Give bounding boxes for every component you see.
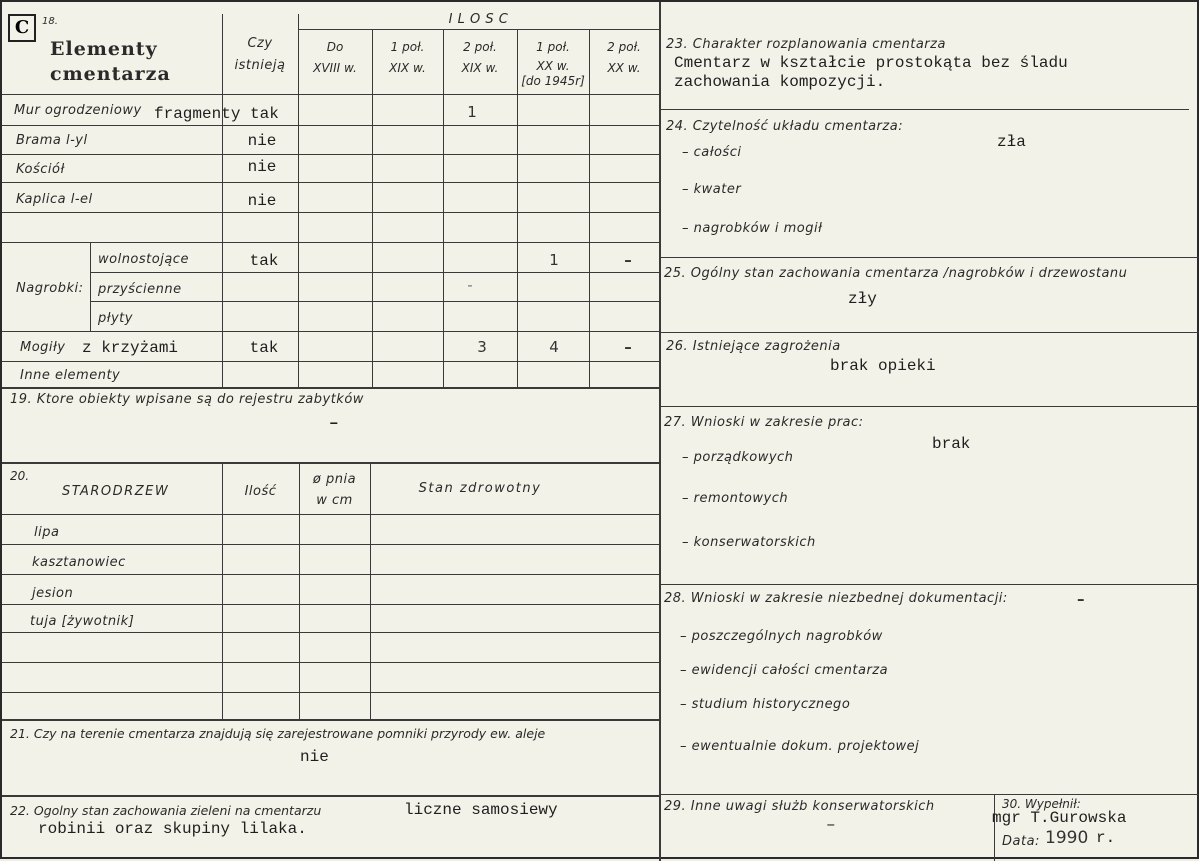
s24-bottom-line: [661, 257, 1199, 258]
tree-row-line: [2, 604, 659, 605]
period-5-line1: 2 poł.: [607, 40, 641, 54]
s20-col-pnia-line2: w cm: [316, 493, 353, 508]
s20-col-ilosc: Ilość: [244, 484, 277, 499]
mogily-typed: z krzyżami: [82, 339, 179, 357]
tree-row-line: [2, 692, 659, 693]
nagrobki-col-line: [90, 242, 91, 331]
s25-label: 25. Ogólny stan zachowania cmentarza /nagrobków i drzewostanu: [664, 266, 1128, 281]
elements-title-line1: Elementy: [50, 38, 158, 60]
mogily-label: Mogiły: [20, 340, 66, 355]
period-2-line1: 1 poł.: [390, 40, 425, 54]
center-divider: [659, 2, 661, 861]
tree-col-line: [222, 462, 223, 719]
s30-label: 30. Wypełnił:: [1002, 797, 1081, 811]
s27-item-remontowych: – remontowych: [682, 491, 789, 506]
s28-item-studium: – studium historycznego: [680, 697, 851, 712]
mogily-period-3: 3: [477, 338, 487, 356]
tree-jesion: jesion: [32, 586, 74, 601]
row-line: [2, 182, 659, 183]
mur-label: Mur ogrodzeniowy: [14, 103, 142, 118]
s22-value-line2: robinii oraz skupiny lilaka.: [38, 820, 307, 838]
wolnostojace-period-4: 1: [549, 251, 559, 269]
s27-item-porzadkowych: – porządkowych: [682, 450, 794, 465]
mogily-value: tak: [249, 339, 279, 357]
brama-label: Brama l-yl: [16, 133, 88, 148]
s28-item-nagrobkow: – poszczególnych nagrobków: [680, 629, 883, 644]
tree-row-line: [2, 514, 659, 515]
s19-label: 19. Ktore obiekty wpisane są do rejestru zabytków: [10, 392, 364, 407]
header-bottom-line: [2, 94, 659, 95]
col-line: [372, 29, 373, 387]
elements-title-line2: cmentarza: [50, 63, 171, 85]
s26-label: 26. Istniejące zagrożenia: [666, 339, 841, 354]
kosciol-label: Kościół: [16, 162, 65, 177]
tree-row-line: [2, 574, 659, 575]
period-4-line2: XX w.: [536, 59, 570, 73]
s26-bottom-line: [661, 406, 1199, 407]
mur-period-3: 1: [467, 103, 477, 121]
period-2-line2: XIX w.: [389, 61, 426, 75]
plyty-label: płyty: [98, 311, 133, 326]
s25-bottom-line: [661, 332, 1199, 333]
s30-date-value: 1990: [1045, 828, 1089, 848]
tree-row-line: [2, 632, 659, 633]
s30-date-label: Data:: [1002, 834, 1040, 849]
s26-value: brak opieki: [830, 357, 936, 375]
s20-number: 20.: [10, 469, 30, 483]
row-line: [90, 272, 659, 273]
ilosc-underline: [298, 29, 659, 30]
s25-value: zły: [848, 290, 877, 308]
period-1-line2: XVIII w.: [313, 61, 357, 75]
inne-elementy-label: Inne elementy: [20, 368, 121, 383]
s27-value: brak: [932, 435, 971, 453]
mogily-period-4: 4: [549, 338, 559, 356]
s21-value: nie: [300, 748, 329, 766]
brama-value: nie: [247, 132, 277, 150]
s24-value: zła: [997, 133, 1026, 151]
s29-s30-divider: [994, 794, 995, 861]
tree-row-line: [2, 662, 659, 663]
s23-value-line2: zachowania kompozycji.: [674, 73, 886, 91]
s30-value: mgr T.Gurowska: [992, 809, 1127, 827]
s27-label: 27. Wnioski w zakresie prac:: [664, 415, 864, 430]
row-line: [2, 242, 659, 243]
s29-label: 29. Inne uwagi służb konserwatorskich: [664, 799, 935, 814]
nagrobki-label: Nagrobki:: [16, 281, 84, 296]
row-line: [2, 212, 659, 213]
period-1-line1: Do: [326, 40, 344, 54]
col-line: [443, 29, 444, 387]
col-line: [589, 29, 590, 387]
przyscienne-period-3: -: [467, 276, 473, 294]
czy-header-line2: istnieją: [234, 58, 286, 73]
row-line: [2, 154, 659, 155]
period-4-line1: 1 poł.: [536, 40, 570, 54]
s28-item-ewidencji: – ewidencji całości cmentarza: [680, 663, 889, 678]
s23-label: 23. Charakter rozplanowania cmentarza: [666, 37, 946, 52]
s22-label: 22. Ogolny stan zachowania zieleni na cmentarzu: [10, 803, 322, 818]
s29-value: –: [826, 816, 836, 834]
s27-bottom-line: [661, 584, 1199, 585]
wolnostojace-value: tak: [249, 252, 279, 270]
s20-col-stan: Stan zdrowotny: [418, 481, 542, 496]
s20-bottom-line: [2, 719, 659, 721]
s28-bottom-line: [661, 794, 1199, 795]
period-3-line1: 2 poł.: [463, 40, 497, 54]
s20-title: STARODRZEW: [62, 484, 170, 499]
row-line: [2, 361, 659, 362]
wolnostojace-label: wolnostojące: [98, 252, 189, 267]
tree-col-line: [370, 462, 371, 719]
row-line: [2, 331, 659, 332]
tree-kasztanowiec: kasztanowiec: [32, 555, 126, 570]
section-number: 18.: [42, 16, 58, 27]
period-3-line2: XIX w.: [461, 61, 499, 75]
czy-header-line1: Czy: [247, 36, 273, 51]
przyscienne-label: przyścienne: [98, 282, 182, 297]
period-4-line3: [do 1945r]: [521, 74, 585, 88]
mogily-period-5: –: [624, 338, 632, 356]
s24-item-kwater: – kwater: [682, 182, 742, 197]
s21-label: 21. Czy na terenie cmentarza znajdują się zarejestrowane pomniki przyrody ew. aleje: [10, 726, 546, 741]
s22-top-line: [2, 795, 659, 797]
s28-item-projektowej: – ewentualnie dokum. projektowej: [680, 739, 920, 754]
tree-lipa: lipa: [34, 525, 60, 540]
mur-value: fragmenty tak: [154, 105, 279, 123]
s23-bottom-line: [661, 109, 1189, 110]
s27-item-konserwatorskich: – konserwatorskich: [682, 535, 816, 550]
s24-label: 24. Czytelność układu cmentarza:: [666, 119, 904, 134]
row-line: [2, 125, 659, 126]
s30-date-suffix: r.: [1096, 829, 1116, 847]
section-letter: C: [14, 17, 30, 38]
tree-row-line: [2, 544, 659, 545]
row-line: [90, 301, 659, 302]
s23-value-line1: Cmentarz w kształcie prostokąta bez śladu: [674, 54, 1068, 72]
kosciol-value: nie: [247, 158, 277, 176]
s20-top-line: [2, 462, 659, 464]
period-5-line2: XX w.: [607, 61, 641, 75]
s28-value: –: [1077, 590, 1085, 608]
s20-col-pnia-line1: ø pnia: [312, 472, 357, 487]
table-bottom-line: [2, 387, 659, 389]
kaplica-value: nie: [247, 192, 277, 210]
s28-label: 28. Wnioski w zakresie niezbednej dokumentacji:: [664, 591, 1008, 606]
tree-tuja: tuja [żywotnik]: [30, 614, 135, 629]
ilosc-header: I L O S C: [448, 12, 509, 27]
s24-item-calosci: – całości: [682, 145, 742, 160]
s22-value-line1: liczne samosiewy: [404, 801, 558, 819]
kaplica-label: Kaplica l-el: [16, 192, 93, 207]
s19-value: –: [329, 414, 339, 432]
s24-item-nagrobkow: – nagrobków i mogił: [682, 221, 823, 236]
wolnostojace-period-5: –: [624, 251, 632, 269]
section-letter-box: [8, 14, 36, 42]
